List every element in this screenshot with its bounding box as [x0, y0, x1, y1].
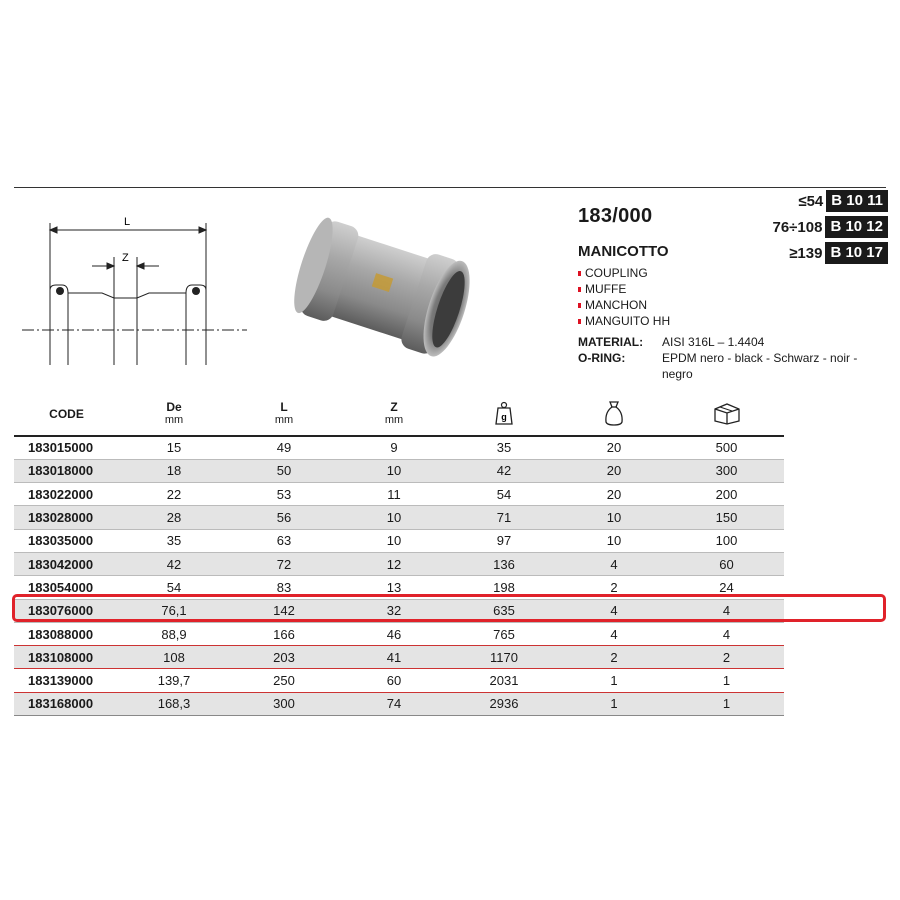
table-cell: 63	[276, 533, 292, 549]
table-cell: 4	[722, 603, 731, 619]
table-cell: 72	[276, 556, 292, 572]
table-cell: 20	[606, 463, 622, 479]
product-photo	[280, 205, 480, 370]
table-header-row	[14, 393, 784, 436]
table-row	[14, 552, 784, 575]
table-cell: 1170	[490, 649, 518, 665]
table-cell: 28	[166, 510, 182, 526]
header-l	[229, 393, 339, 436]
badge-code: B 10 11	[826, 190, 888, 212]
table-cell: 60	[386, 673, 402, 689]
top-divider	[14, 187, 886, 188]
table-cell: 15	[166, 440, 182, 456]
box-icon	[712, 401, 742, 425]
table-cell-code: 183054000	[28, 579, 94, 595]
table-cell: 139,7	[157, 673, 191, 689]
badge-code: B 10 17	[825, 242, 888, 264]
table-cell-code: 183035000	[28, 533, 94, 549]
table-cell: 1	[722, 673, 731, 689]
table-cell: 198	[493, 579, 515, 595]
table-cell: 54	[166, 579, 182, 595]
table-cell: 20	[606, 440, 622, 456]
table-cell: 13	[386, 579, 402, 595]
table-row	[14, 436, 784, 459]
table-cell: 9	[390, 440, 398, 456]
table-cell: 83	[276, 579, 292, 595]
table-cell: 635	[493, 603, 515, 619]
translation-item: MANGUITO HH	[578, 313, 670, 329]
table-cell: 10	[606, 533, 622, 549]
package-badges	[773, 190, 889, 268]
table-cell: 35	[496, 440, 512, 456]
table-row	[14, 622, 784, 645]
badge-range: ≥139	[789, 244, 823, 262]
table-cell: 150	[715, 510, 738, 526]
table-cell: 2031	[489, 673, 519, 689]
table-cell: 500	[715, 440, 738, 456]
table-cell: 300	[715, 463, 738, 479]
header-de	[119, 393, 229, 436]
bag-icon	[604, 400, 624, 426]
table-cell: 42	[166, 556, 182, 572]
header-box	[669, 393, 784, 436]
table-row	[14, 692, 784, 715]
table-cell: 74	[386, 696, 402, 712]
translation-item: MUFFE	[578, 281, 670, 297]
table-row	[14, 459, 784, 482]
table-cell: 56	[276, 510, 292, 526]
table-cell: 200	[715, 486, 738, 502]
table-cell: 24	[719, 579, 734, 595]
table-cell: 76,1	[161, 603, 187, 619]
table-row	[14, 669, 784, 692]
table-cell-code: 183022000	[28, 486, 94, 502]
table-cell: 1	[722, 696, 731, 712]
table-cell: 10	[386, 463, 402, 479]
product-table	[14, 393, 784, 716]
table-cell: 136	[493, 556, 515, 572]
table-cell: 2	[610, 579, 618, 595]
table-cell: 60	[719, 556, 734, 572]
diagram-label-z: Z	[122, 252, 129, 264]
oring-label: O-RING:	[578, 351, 626, 365]
table-cell: 10	[606, 510, 622, 526]
table-cell: 20	[606, 486, 622, 502]
weight-icon	[495, 401, 513, 425]
table-cell: 10	[386, 510, 402, 526]
header-de-unit: mm	[164, 414, 184, 426]
table-cell: 54	[496, 486, 512, 502]
header-z-label: Z	[390, 400, 398, 414]
table-cell: 166	[273, 626, 295, 642]
table-cell: 250	[273, 673, 295, 689]
diagram-label-l: L	[124, 216, 131, 228]
table-cell: 71	[496, 510, 512, 526]
table-cell: 1	[610, 673, 618, 689]
table-cell: 100	[715, 533, 738, 549]
table-cell: 4	[610, 603, 618, 619]
badge-range: ≤54	[798, 192, 824, 210]
table-cell: 97	[496, 533, 512, 549]
table-cell: 4	[722, 626, 731, 642]
table-cell: 41	[386, 649, 402, 665]
table-cell: 10	[386, 533, 402, 549]
table-cell: 2	[610, 649, 618, 665]
badge-row	[773, 216, 889, 238]
badge-code: B 10 12	[825, 216, 888, 238]
table-cell: 168,3	[157, 696, 191, 712]
table-cell-code: 183076000	[28, 603, 94, 619]
table-row	[14, 483, 784, 506]
product-code-title: 183/000	[578, 205, 653, 227]
translation-item: COUPLING	[578, 265, 670, 281]
badge-row	[773, 242, 889, 264]
header-de-label: De	[166, 400, 182, 414]
table-cell-code: 183018000	[28, 463, 94, 479]
table-row	[14, 506, 784, 529]
header-weight	[449, 393, 559, 436]
table-cell: 2936	[489, 696, 519, 712]
table-cell-code: 183139000	[28, 673, 94, 689]
product-name: MANICOTTO	[578, 243, 669, 260]
table-cell: 1	[610, 696, 618, 712]
table-row	[14, 529, 784, 552]
translations-list	[578, 265, 670, 329]
table-cell: 22	[166, 486, 182, 502]
table-cell-code: 183168000	[28, 696, 94, 712]
table-cell-code: 183108000	[28, 649, 94, 665]
table-cell-code: 183028000	[28, 510, 94, 526]
header-z	[339, 393, 449, 436]
technical-drawing	[22, 205, 247, 375]
table-cell: 12	[386, 556, 402, 572]
table-cell: 4	[610, 556, 618, 572]
table-cell: 50	[276, 463, 292, 479]
table-cell: 765	[493, 626, 515, 642]
table-cell: 35	[166, 533, 182, 549]
table-cell: 203	[273, 649, 295, 665]
table-cell: 11	[387, 486, 401, 502]
table-cell: 53	[276, 486, 292, 502]
table-cell-code: 183088000	[28, 626, 94, 642]
header-code: CODE	[49, 406, 84, 421]
badge-range: 76÷108	[772, 218, 823, 236]
table-cell-code: 183015000	[28, 440, 94, 456]
table-cell: 46	[386, 626, 402, 642]
header-z-unit: mm	[384, 414, 404, 426]
material-value: AISI 316L – 1.4404	[662, 335, 765, 349]
table-cell: 49	[276, 440, 292, 456]
translation-item: MANCHON	[578, 297, 670, 313]
header-l-label: L	[280, 400, 288, 414]
oring-value: EPDM nero - black - Schwarz - noir - negro	[662, 351, 858, 381]
table-cell: 88,9	[161, 626, 187, 642]
table-cell: 300	[273, 696, 295, 712]
weight-glyph: g	[501, 411, 507, 422]
table-cell: 108	[163, 649, 185, 665]
highlight-box	[12, 594, 886, 622]
table-cell: 2	[722, 649, 731, 665]
table-cell: 42	[496, 463, 512, 479]
badge-row	[773, 190, 889, 212]
material-label: MATERIAL:	[578, 335, 644, 349]
table-cell: 142	[273, 603, 295, 619]
header-bag	[559, 393, 669, 436]
table-cell: 4	[610, 626, 618, 642]
table-row	[14, 646, 784, 669]
table-cell: 32	[386, 603, 402, 619]
table-cell: 18	[166, 463, 182, 479]
header-l-unit: mm	[274, 414, 294, 426]
table-cell-code: 183042000	[28, 556, 94, 572]
